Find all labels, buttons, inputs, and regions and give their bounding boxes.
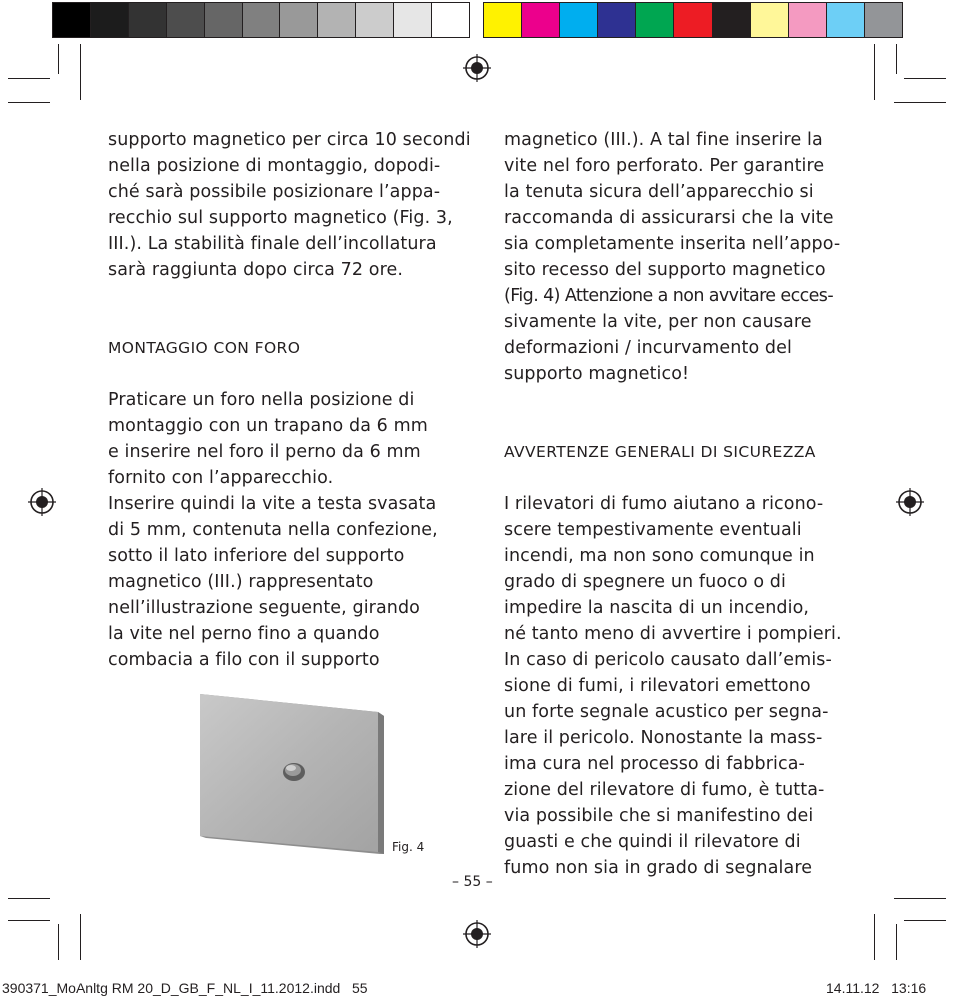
text-line: ima cura nel processo di fabbrica- [504, 754, 805, 774]
crop-mark [8, 898, 50, 899]
crop-mark [894, 102, 946, 103]
text-line: nella posizione di montaggio, dopodi- [108, 156, 441, 176]
section-heading: MONTAGGIO CON FORO [108, 339, 301, 357]
text-line: recchio sul supporto magnetico (Fig. 3, [108, 208, 453, 228]
text-line: fumo non sia in grado di segnalare [504, 858, 813, 878]
text-line: montaggio con un trapano da 6 mm [108, 416, 428, 436]
color-swatch [318, 3, 356, 37]
registration-mark-icon [463, 54, 491, 82]
crop-mark [80, 44, 81, 100]
process-color-bar [483, 2, 903, 38]
crop-mark [58, 44, 59, 74]
text-line: supporto magnetico! [504, 364, 690, 384]
text-line: via possibile che si manifestino dei [504, 806, 814, 826]
text-line: I rilevatori di fumo aiutano a ricono- [504, 494, 824, 514]
magnetic-support-illustration [196, 690, 386, 856]
text-line: scere tempestivamente eventuali [504, 520, 802, 540]
color-swatch [789, 3, 827, 37]
text-line: supporto magnetico per circa 10 secondi [108, 130, 471, 150]
text-line: incendi, ma non sono comunque in [504, 546, 815, 566]
right-text-column [504, 127, 842, 881]
color-swatch [713, 3, 751, 37]
text-line: e inserire nel foro il perno da 6 mm [108, 442, 421, 462]
text-line: sotto il lato inferiore del supporto [108, 546, 405, 566]
crop-mark [894, 898, 946, 899]
left-text-column [108, 127, 471, 673]
crop-mark [8, 920, 50, 921]
text-line: di 5 mm, contenuta nella confezione, [108, 520, 438, 540]
text-line: fornito con l’apparecchio. [108, 468, 334, 488]
color-swatch [674, 3, 712, 37]
color-swatch [560, 3, 598, 37]
color-swatch [865, 3, 902, 37]
color-swatch [484, 3, 522, 37]
text-line: né tanto meno di avvertire i pompieri. [504, 624, 842, 644]
greyscale-color-bar [52, 2, 470, 38]
crop-mark [896, 924, 897, 960]
text-line: grado di spegnere un fuoco o di [504, 572, 786, 592]
crop-mark [896, 44, 897, 74]
color-swatch [432, 3, 469, 37]
text-line: magnetico (III.) rappresentato [108, 572, 374, 592]
text-line: In caso di pericolo causato dall’emis- [504, 650, 832, 670]
page-number: – 55 – [452, 874, 493, 890]
text-line: lare il pericolo. Nonostante la mass- [504, 728, 823, 748]
color-swatch [280, 3, 318, 37]
text-line: sia completamente inserita nell’appo- [504, 234, 841, 254]
crop-mark [8, 78, 50, 79]
text-line: ché sarà possibile posizionare l’appa- [108, 182, 441, 202]
crop-mark [874, 44, 875, 100]
crop-mark [80, 914, 81, 960]
text-line: Praticare un foro nella posizione di [108, 390, 415, 410]
color-swatch [243, 3, 281, 37]
color-swatch [53, 3, 91, 37]
text-line: sione di fumi, i rilevatori emettono [504, 676, 811, 696]
text-line: nell’illustrazione seguente, girando [108, 598, 420, 618]
crop-mark [58, 924, 59, 960]
text-line: Inserire quindi la vite a testa svasata [108, 494, 437, 514]
crop-mark [904, 920, 946, 921]
color-swatch [205, 3, 243, 37]
slug-filename: 390371_MoAnltg RM 20_D_GB_F_NL_I_11.2012.indd 55 [2, 980, 368, 996]
text-line: raccomanda di assicurarsi che la vite [504, 208, 834, 228]
color-swatch [356, 3, 394, 37]
registration-mark-icon [463, 920, 491, 948]
color-swatch [91, 3, 129, 37]
text-line: III.). La stabilità finale dell’incollatura [108, 234, 437, 254]
text-line: vite nel foro perforato. Per garantire [504, 156, 825, 176]
text-line: la tenuta sicura dell’apparecchio si [504, 182, 814, 202]
registration-mark-icon [28, 488, 56, 516]
color-swatch [522, 3, 560, 37]
crop-mark [904, 78, 946, 79]
registration-mark-icon [896, 488, 924, 516]
figure-caption: Fig. 4 [392, 840, 425, 854]
crop-mark [8, 102, 50, 103]
color-swatch [827, 3, 865, 37]
text-line: (Fig. 4) Attenzione a non avvitare ecces- [504, 286, 834, 306]
color-swatch [129, 3, 167, 37]
color-swatch [394, 3, 432, 37]
section-heading: AVVERTENZE GENERALI DI SICUREZZA [504, 443, 816, 461]
color-swatch [167, 3, 205, 37]
color-swatch [598, 3, 636, 37]
text-line: deformazioni / incurvamento del [504, 338, 792, 358]
text-line: impedire la nascita di un incendio, [504, 598, 810, 618]
text-line: sivamente la vite, per non causare [504, 312, 812, 332]
slug-timestamp: 14.11.12 13:16 [826, 980, 927, 996]
text-line: la vite nel perno fino a quando [108, 624, 380, 644]
text-line: sarà raggiunta dopo circa 72 ore. [108, 260, 404, 280]
text-line: guasti e che quindi il rilevatore di [504, 832, 801, 852]
text-line: un forte segnale acustico per segna- [504, 702, 829, 722]
color-swatch [636, 3, 674, 37]
text-line: magnetico (III.). A tal fine inserire la [504, 130, 823, 150]
color-swatch [751, 3, 789, 37]
text-line: sito recesso del supporto magnetico [504, 260, 826, 280]
text-line: zione del rilevatore di fumo, è tutta- [504, 780, 825, 800]
text-line: combacia a filo con il supporto [108, 650, 380, 670]
crop-mark [874, 914, 875, 960]
